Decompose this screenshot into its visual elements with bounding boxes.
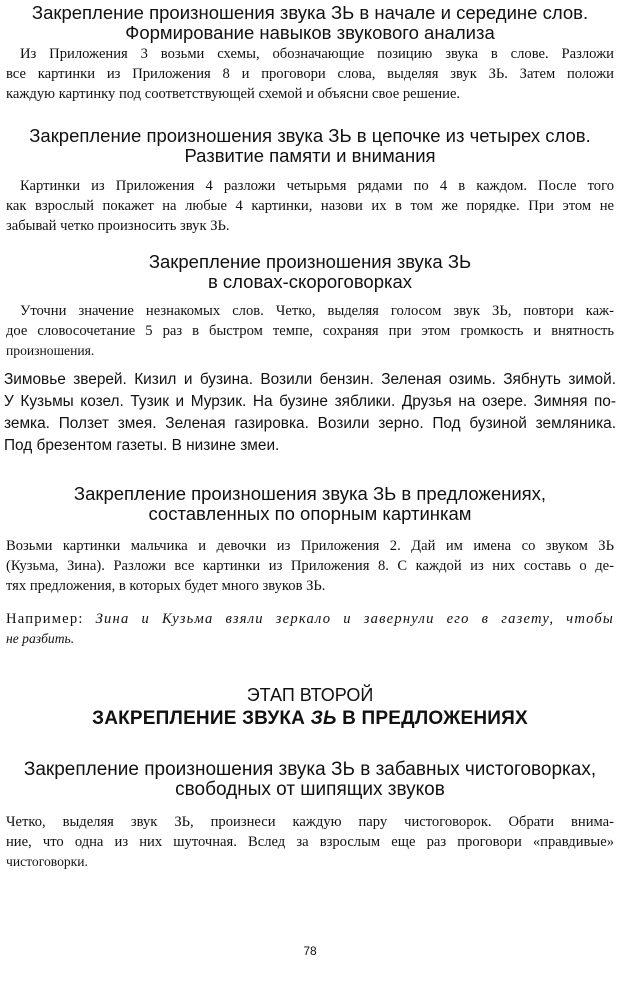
section-heading: Закрепление произношения звука ЗЬ в цепочке из четырех слов. Развитие памяти и внимания (29, 125, 591, 166)
stage-label: ЭТАП ВТОРОЙ (246, 685, 374, 705)
section-heading: Закрепление произношения звука ЗЬ в забавных чистоговорках, свободных от шипящих звуков (23, 759, 597, 800)
tongue-twister-words: Зимовье зверей. Кизил и бузина. Возили бензин. Зеленая озимь. Зябнуть зимой. У Кузьмы козел. Тузик и Мурзик. На бузине зяблики. Друзья на озере. Зимняя по- земка. Ползет змея. Зеленая газировка. Возили зерно. Под бузиной земляника. Под брезентом газеты. В низине змеи. (4, 371, 616, 454)
section-heading: Закрепление произношения звука ЗЬ в словах-скороговорках (148, 251, 472, 292)
section-paragraph: Из Приложения 3 возьми схемы, обозначающие позицию звука в слове. Разложи все картинки из Приложения 8 и проговори слова, выделяя звук ЗЬ. Затем положи каждую картинку под соответствующей схемой и объясни свое решение. (6, 46, 614, 102)
example-text: Зина и Кузьма взяли зеркало и завернули его в газету, чтобы (95, 611, 614, 627)
example-text-end: не разбить. (6, 631, 75, 646)
page-number: 78 (303, 944, 317, 958)
section-paragraph: Уточни значение незнакомых слов. Четко, выделяя голосом звук ЗЬ, повтори каж- дое словосочетание 5 раз в быстром темпе, сохраняя при этом громкость и внятность произношения. (6, 303, 614, 358)
stage-title: ЗАКРЕПЛЕНИЕ ЗВУКА ЗЬ В ПРЕДЛОЖЕНИЯХ (92, 708, 528, 729)
section-paragraph: Картинки из Приложения 4 разложи четырьмя рядами по 4 в каждом. После того как взрослый покажет на любые 4 картинки, назови их в том же порядке. При этом не забывай четко произносить звук ЗЬ. (6, 178, 614, 234)
section-paragraph: Четко, выделяя звук ЗЬ, произнеси каждую пару чистоговорок. Обрати внима- ние, что одна из них шуточная. Вслед за взрослым еще раз проговори «правдивые» чистоговорки. (6, 814, 614, 869)
example-sentence (6, 609, 614, 649)
section-heading: Закрепление произношения звука ЗЬ в предложениях, составленных по опорным картинкам (73, 483, 547, 524)
example-label: Например: (6, 611, 84, 627)
section-heading: Закрепление произношения звука ЗЬ в начале и середине слов. Формирование навыков звукового анализа (31, 2, 589, 43)
section-paragraph: Возьми картинки мальчика и девочки из Приложения 2. Дай им имена со звуком ЗЬ (Кузьма, Зина). Разложи все картинки из Приложения 8. С каждой из них составь о де- тях предложения, в которых будет много звуков ЗЬ. (6, 538, 614, 594)
